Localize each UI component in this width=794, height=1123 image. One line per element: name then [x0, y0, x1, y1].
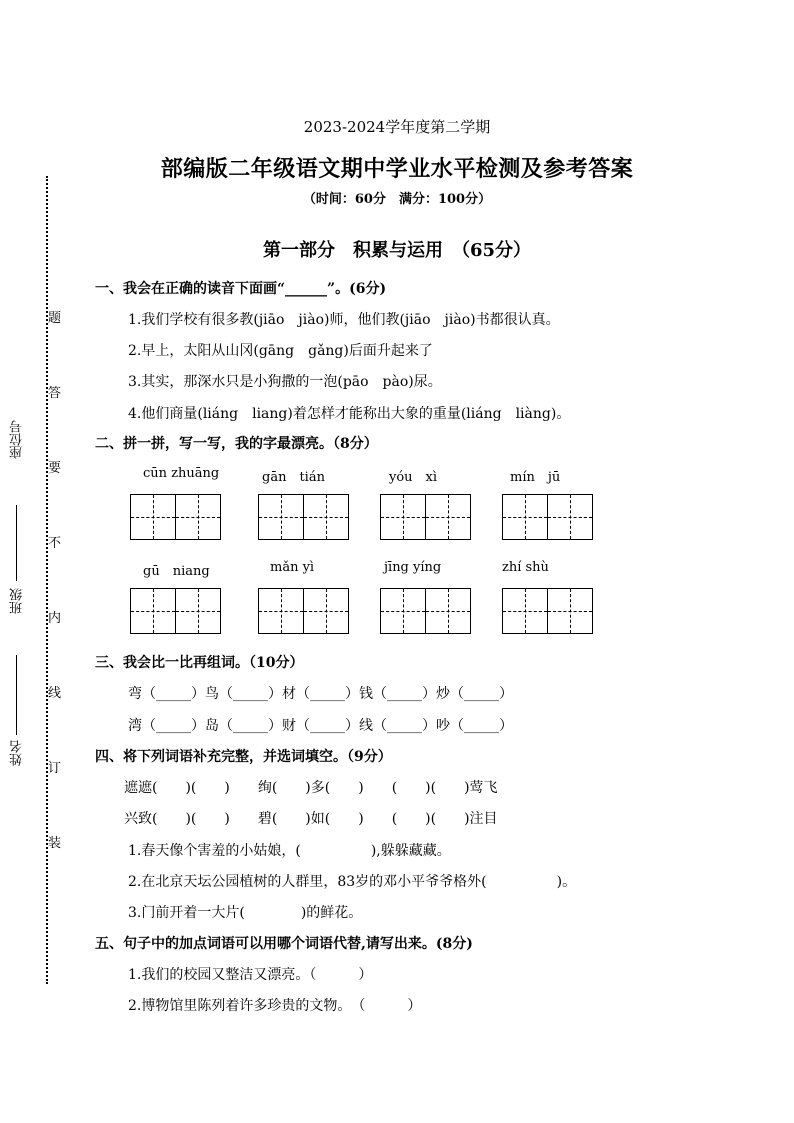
- s1-item-2: 2.早上，太阳从山冈(gāng gǎng)后面升起来了: [128, 343, 433, 359]
- pinyin-6: mǎn yì: [270, 560, 315, 575]
- binding-char-zhuang: 装: [48, 836, 62, 851]
- s1-item-4: 4.他们商量(liáng liang)着怎样才能称出大象的重量(liáng liàng)。: [128, 406, 571, 422]
- pinyin-1: cūn zhuāng: [143, 466, 220, 481]
- pinyin-4: mín jū: [510, 470, 561, 485]
- binding-char-xian: 线: [48, 686, 62, 701]
- binding-char-bu: 不: [48, 536, 62, 551]
- s4-row-1: 遮遮( )( ) 绚( )多( ) ( )( )莺飞: [124, 780, 498, 796]
- class-label: 班级: [10, 588, 25, 614]
- s4-row-2: 兴致( )( ) 碧( )如( ) ( )( )注目: [124, 811, 498, 827]
- s5-item-1: 1.我们的校园又整洁又漂亮。（ ）: [128, 967, 373, 983]
- term-line: 2023-2024学年度第二学期: [303, 118, 491, 136]
- s4-item-2: 2.在北京天坛公园植树的人群里，83岁的邓小平爷爷格外( )。: [128, 874, 577, 890]
- section-1-title: 一、我会在正确的读音下面画“______”。(6分): [95, 281, 387, 297]
- seat-number-blank: [16, 505, 17, 581]
- pinyin-5: gū niang: [143, 564, 210, 579]
- pinyin-8: zhí shù: [502, 560, 549, 575]
- s3-row-1: 弯（_____）鸟（_____）材（_____）钱（_____）炒（_____）: [128, 686, 513, 702]
- section-4-title: 四、将下列词语补充完整，并选词填空。（9分）: [95, 749, 392, 765]
- writing-grid-3[interactable]: [380, 494, 471, 540]
- name-label: 姓名: [10, 740, 25, 766]
- s4-item-1: 1.春天像个害羞的小姑娘，( ),躲躲藏藏。: [128, 843, 451, 859]
- page-title: 部编版二年级语文期中学业水平检测及参考答案: [160, 156, 634, 182]
- writing-grid-8[interactable]: [502, 588, 593, 634]
- s1-item-3: 3.其实，那深水只是小狗撒的一泡(pāo pào)尿。: [128, 374, 442, 390]
- writing-grid-7[interactable]: [380, 588, 471, 634]
- exam-meta: （时间：60分 满分：100分）: [302, 192, 492, 207]
- binding-dotted-line: [46, 176, 48, 984]
- writing-grid-6[interactable]: [258, 588, 349, 634]
- s5-item-2: 2.博物馆里陈列着许多珍贵的文物。 （ ）: [128, 998, 422, 1014]
- part-title: 第一部分 积累与运用 （65分）: [262, 240, 532, 261]
- pinyin-3: yóu xì: [389, 470, 438, 485]
- section-2-title: 二、拼一拼，写一写，我的字最漂亮。（8分）: [95, 436, 378, 452]
- pinyin-2: gān tián: [262, 470, 325, 485]
- binding-char-ti: 题: [48, 311, 62, 326]
- class-blank: [16, 655, 17, 735]
- pinyin-7: jīng yíng: [384, 560, 442, 575]
- binding-char-da: 答: [48, 386, 62, 401]
- section-5-title: 五、句子中的加点词语可以用哪个词语代替,请写出来。(8分): [95, 936, 473, 952]
- binding-char-nei: 内: [48, 611, 62, 626]
- s3-row-2: 湾（_____）岛（_____）财（_____）线（_____）吵（_____）: [128, 718, 513, 734]
- binding-char-ding: 订: [48, 761, 62, 776]
- s1-item-1: 1.我们学校有很多教(jiāo jiào)师，他们教(jiāo jiào)书都很认真。: [128, 312, 560, 328]
- writing-grid-1[interactable]: [130, 494, 221, 540]
- seat-number-label: 座位号: [10, 420, 25, 459]
- writing-grid-2[interactable]: [258, 494, 349, 540]
- writing-grid-5[interactable]: [130, 588, 221, 634]
- writing-grid-4[interactable]: [502, 494, 593, 540]
- section-3-title: 三、我会比一比再组词。（10分）: [95, 655, 304, 671]
- binding-char-yao: 要: [48, 461, 62, 476]
- s4-item-3: 3.门前开着一大片( )的鲜花。: [128, 905, 363, 921]
